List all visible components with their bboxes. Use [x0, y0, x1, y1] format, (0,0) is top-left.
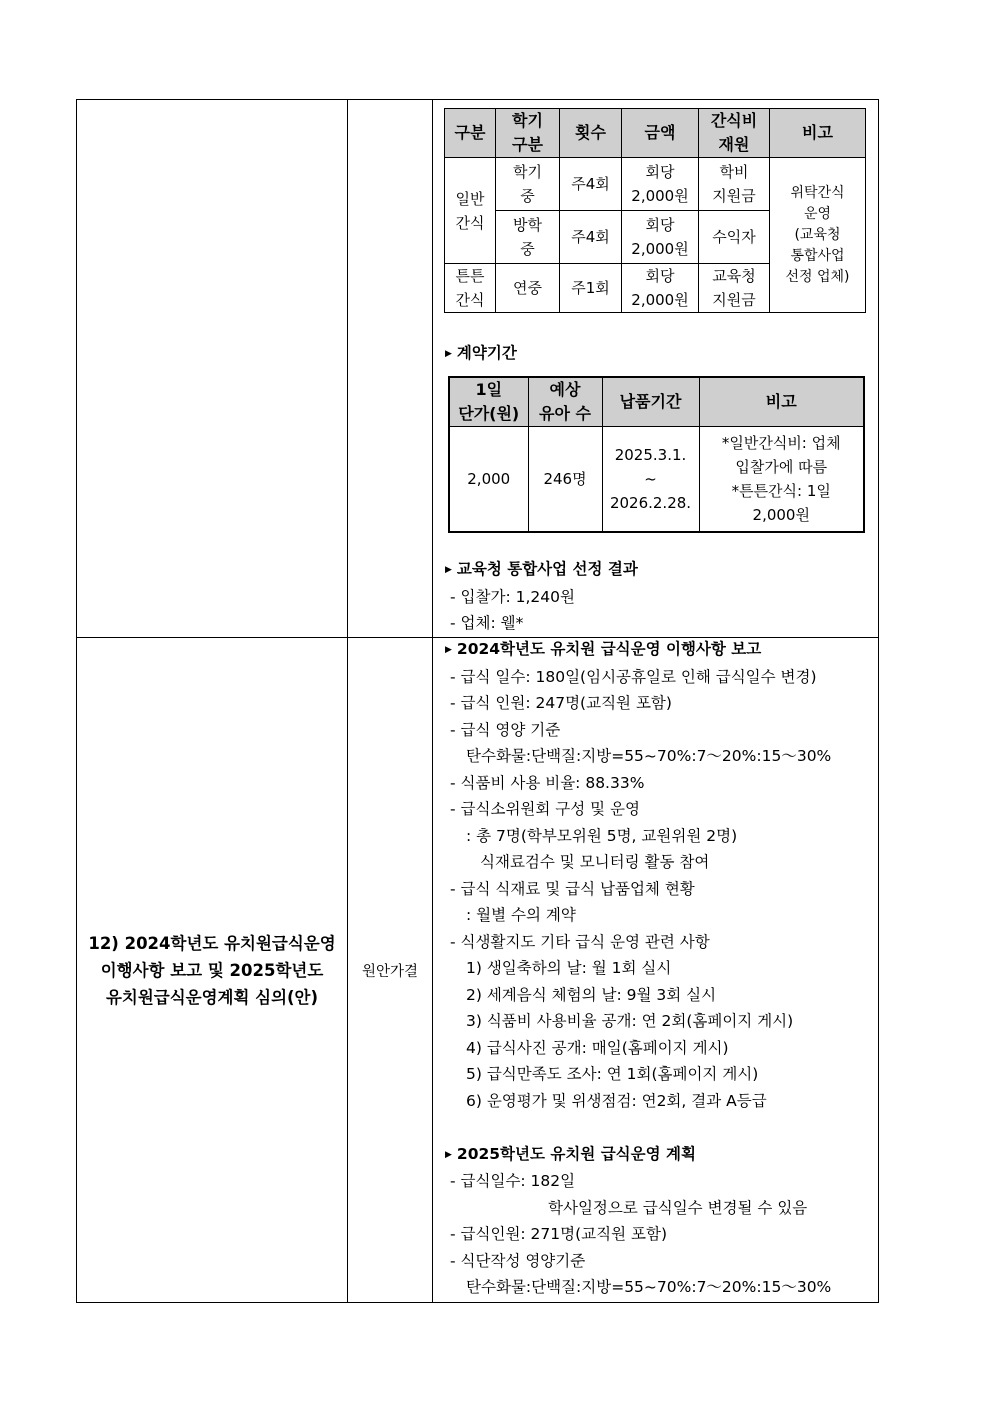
content-line: - 급식 영양 기준: [450, 720, 561, 739]
content-line: 탄수화물:단백질:지방=55~70%:7～20%:15～30%: [466, 1278, 832, 1296]
selection-line: - 입찰가: 1,240원: [450, 587, 575, 606]
report2024-heading: ▶ 2024학년도 유치원 급식운영 이행사항 보고: [445, 640, 762, 658]
content-line: - 식생활지도 기타 급식 운영 관련 사항: [450, 932, 710, 951]
row-agenda-12: [77, 638, 879, 1303]
snack-header-semester: 학기 구분: [496, 109, 560, 158]
content-line: [450, 1114, 878, 1141]
triangle-right-icon: ▶: [445, 645, 452, 655]
triangle-right-icon: ▶: [445, 565, 452, 575]
snack-header-amount: 금액: [622, 109, 699, 158]
content-line: - 식단작성 영양기준: [450, 1251, 586, 1270]
content-line: - 급식소위원회 구성 및 운영: [450, 800, 641, 818]
content-line: 탄수화물:단백질:지방=55~70%:7～20%:15～30%: [466, 747, 832, 765]
contract-period-cell: 2025.3.1. ~ 2026.2.28.: [602, 426, 699, 532]
triangle-right-icon: ▶: [445, 349, 452, 359]
agenda-cell-empty: [77, 100, 348, 638]
minutes-table: [76, 99, 879, 1303]
contract-header-price: 1일 단가(원): [449, 377, 528, 427]
report2024-lines: [433, 664, 878, 1141]
selection-line: - 업체: 웰*: [450, 614, 524, 632]
content-line: - 급식 식재료 및 급식 납품업체 현황: [450, 879, 695, 898]
plan2025-lines: [433, 1168, 878, 1301]
content-line: : 총 7명(학부모위원 5명, 교원위원 2명): [466, 826, 738, 845]
snack-header-count: 횟수: [560, 109, 622, 158]
snack-semester-cell: 학기 중: [496, 158, 560, 211]
content-line: 6) 운영평가 및 위생점검: 연2회, 결과 A등급: [466, 1091, 767, 1110]
snack-sturdy-label: 튼튼 간식: [445, 264, 496, 313]
snack-note-cell: 위탁간식 운영 (교육청 통합사업 선정 업체): [770, 158, 866, 313]
result-cell-empty: [348, 100, 433, 638]
snack-count-cell: 주4회: [560, 158, 622, 211]
contract-row: [449, 426, 864, 532]
snack-header-note: 비고: [770, 109, 866, 158]
content-line: 3) 식품비 사용비율 공개: 연 2회(홈페이지 게시): [466, 1012, 794, 1030]
snack-count-cell: 주1회: [560, 264, 622, 313]
snack-amount-cell: 회당 2,000원: [622, 211, 699, 264]
content-line: : 월별 수의 계약: [466, 906, 576, 924]
snack-amount-cell: 회당 2,000원: [622, 158, 699, 211]
content-line: 5) 급식만족도 조사: 연 1회(홈페이지 게시): [466, 1065, 759, 1083]
content-cell-report: [433, 638, 879, 1303]
snack-table: [444, 108, 866, 313]
snack-header-fund: 간식비 재원: [699, 109, 770, 158]
content-line: - 급식 인원: 247명(교직원 포함): [450, 694, 672, 712]
contract-note-cell: *일반간식비: 업체 입찰가에 따름 *튼튼간식: 1일 2,000원: [699, 426, 864, 532]
snack-semester-cell: 방학 중: [496, 211, 560, 264]
content-line: 4) 급식사진 공개: 매일(홈페이지 게시): [466, 1038, 729, 1057]
snack-fund-cell: 교육청 지원금: [699, 264, 770, 313]
snack-row-general-semester: [445, 158, 866, 211]
contract-children-cell: 246명: [528, 426, 602, 532]
snack-header-row: [445, 109, 866, 158]
snack-header-category: 구분: [445, 109, 496, 158]
snack-fund-cell: 수익자: [699, 211, 770, 264]
snack-general-label: 일반 간식: [445, 158, 496, 264]
contract-table: [448, 376, 865, 534]
triangle-right-icon: ▶: [445, 1149, 452, 1160]
content-line: - 식품비 사용 비율: 88.33%: [450, 773, 645, 792]
content-cell-snack: [433, 100, 879, 638]
snack-semester-cell: 연중: [496, 264, 560, 313]
contract-header-row: [449, 377, 864, 427]
snack-amount-cell: 회당 2,000원: [622, 264, 699, 313]
selection-heading: ▶ 교육청 통합사업 선정 결과: [445, 560, 638, 578]
content-line: - 급식 일수: 180일(임시공휴일로 인해 급식일수 변경): [450, 667, 817, 686]
row-snack: [77, 100, 879, 638]
content-line: 2) 세계음식 체험의 날: 9월 3회 실시: [466, 985, 717, 1004]
contract-header-note: 비고: [699, 377, 864, 427]
plan2025-heading: ▶ 2025학년도 유치원 급식운영 계획: [445, 1144, 696, 1163]
snack-fund-cell: 학비 지원금: [699, 158, 770, 211]
agenda-title-cell: 12) 2024학년도 유치원급식운영 이행사항 보고 및 2025학년도 유치원급식운영계획 심의(안): [77, 638, 348, 1303]
agenda-result-cell: 원안가결: [348, 638, 433, 1303]
snack-count-cell: 주4회: [560, 211, 622, 264]
content-line: 1) 생일축하의 날: 월 1회 실시: [466, 959, 672, 977]
content-line: 학사일정으로 급식일수 변경될 수 있음: [548, 1198, 808, 1217]
contract-heading: ▶ 계약기간: [445, 344, 517, 362]
contract-header-period: 납품기간: [602, 377, 699, 427]
content-line: - 급식인원: 271명(교직원 포함): [450, 1225, 668, 1243]
contract-header-children: 예상 유아 수: [528, 377, 602, 427]
content-line: - 급식일수: 182일: [450, 1172, 576, 1190]
contract-price-cell: 2,000: [449, 426, 528, 532]
content-line: 식재료검수 및 모니터링 활동 참여: [480, 853, 710, 871]
